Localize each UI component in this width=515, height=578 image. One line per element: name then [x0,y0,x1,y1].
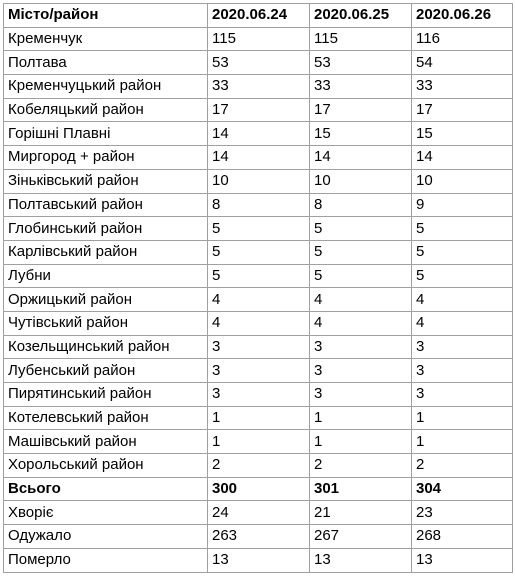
date-1-cell: 4 [208,311,310,335]
date-1-cell: 3 [208,359,310,383]
date-2-cell: 5 [310,264,412,288]
date-2-cell: 1 [310,406,412,430]
date-1-cell: 2 [208,454,310,478]
date-1-cell: 17 [208,98,310,122]
date-2-cell: 10 [310,169,412,193]
date-3-cell: 15 [412,122,513,146]
date-1-cell: 10 [208,169,310,193]
date-3-cell: 10 [412,169,513,193]
date-1-cell: 14 [208,122,310,146]
table-row [4,240,513,264]
date-1-cell: 1 [208,430,310,454]
date-2-cell: 15 [310,122,412,146]
date-2-cell: 14 [310,146,412,170]
date-3-cell: 14 [412,146,513,170]
table-row [4,454,513,478]
location-cell: Полтавський район [4,193,208,217]
date-3-cell: 304 [412,477,513,501]
location-cell: Карлівський район [4,240,208,264]
location-cell: Кременчук [4,27,208,51]
date-2-cell: 33 [310,75,412,99]
date-3-cell: 3 [412,335,513,359]
date-1-cell: 13 [208,548,310,572]
date-1-cell: 1 [208,406,310,430]
date-3-cell: 116 [412,27,513,51]
table-row [4,169,513,193]
date-1-cell: 8 [208,193,310,217]
location-cell: Лубни [4,264,208,288]
date-3-cell: 268 [412,525,513,549]
location-cell: Полтава [4,51,208,75]
date-2-cell: 17 [310,98,412,122]
location-cell: Кременчуцький район [4,75,208,99]
date-3-cell: 4 [412,311,513,335]
location-cell: Оржицький район [4,288,208,312]
header-date-2: 2020.06.25 [310,4,412,28]
date-1-cell: 115 [208,27,310,51]
date-3-cell: 23 [412,501,513,525]
header-city-district: Місто/район [4,4,208,28]
table-row [4,406,513,430]
location-cell: Козельщинський район [4,335,208,359]
date-2-cell: 5 [310,217,412,241]
date-3-cell: 17 [412,98,513,122]
date-2-cell: 4 [310,311,412,335]
table-row [4,75,513,99]
date-3-cell: 5 [412,217,513,241]
date-2-cell: 5 [310,240,412,264]
date-3-cell: 13 [412,548,513,572]
table-row [4,27,513,51]
table-row [4,146,513,170]
date-1-cell: 33 [208,75,310,99]
table-row [4,430,513,454]
date-1-cell: 53 [208,51,310,75]
table-row [4,122,513,146]
date-1-cell: 14 [208,146,310,170]
location-cell: Миргород + район [4,146,208,170]
date-3-cell: 5 [412,240,513,264]
date-2-cell: 8 [310,193,412,217]
table-row [4,335,513,359]
date-1-cell: 4 [208,288,310,312]
location-cell: Померло [4,548,208,572]
date-3-cell: 9 [412,193,513,217]
location-cell: Хворіє [4,501,208,525]
table-row [4,193,513,217]
location-cell: Одужало [4,525,208,549]
summary-row [4,548,513,572]
date-2-cell: 3 [310,359,412,383]
table-row [4,264,513,288]
location-cell: Всього [4,477,208,501]
date-2-cell: 267 [310,525,412,549]
date-2-cell: 13 [310,548,412,572]
table-row [4,98,513,122]
date-2-cell: 1 [310,430,412,454]
date-2-cell: 3 [310,335,412,359]
location-cell: Котелевський район [4,406,208,430]
table-row [4,311,513,335]
table-row [4,217,513,241]
table-row [4,51,513,75]
total-row [4,477,513,501]
date-3-cell: 54 [412,51,513,75]
date-1-cell: 24 [208,501,310,525]
date-1-cell: 300 [208,477,310,501]
date-3-cell: 3 [412,383,513,407]
location-cell: Машівський район [4,430,208,454]
header-date-3: 2020.06.26 [412,4,513,28]
date-1-cell: 5 [208,264,310,288]
date-2-cell: 115 [310,27,412,51]
table-row [4,359,513,383]
summary-row [4,501,513,525]
location-cell: Горішні Плавні [4,122,208,146]
date-3-cell: 2 [412,454,513,478]
date-3-cell: 1 [412,430,513,454]
location-cell: Чутівський район [4,311,208,335]
header-date-1: 2020.06.24 [208,4,310,28]
table-row [4,288,513,312]
date-1-cell: 263 [208,525,310,549]
date-1-cell: 5 [208,217,310,241]
date-1-cell: 3 [208,383,310,407]
header-row [4,4,513,28]
table-row [4,383,513,407]
date-3-cell: 33 [412,75,513,99]
date-3-cell: 5 [412,264,513,288]
covid-cases-table [3,3,513,573]
date-3-cell: 3 [412,359,513,383]
table-body [4,27,513,572]
location-cell: Зіньківський район [4,169,208,193]
location-cell: Лубенський район [4,359,208,383]
date-2-cell: 301 [310,477,412,501]
table-header [4,4,513,28]
location-cell: Пирятинський район [4,383,208,407]
location-cell: Кобеляцький район [4,98,208,122]
date-3-cell: 4 [412,288,513,312]
date-1-cell: 5 [208,240,310,264]
date-3-cell: 1 [412,406,513,430]
date-2-cell: 53 [310,51,412,75]
location-cell: Хорольський район [4,454,208,478]
date-2-cell: 2 [310,454,412,478]
location-cell: Глобинський район [4,217,208,241]
date-1-cell: 3 [208,335,310,359]
date-2-cell: 4 [310,288,412,312]
summary-row [4,525,513,549]
date-2-cell: 21 [310,501,412,525]
date-2-cell: 3 [310,383,412,407]
